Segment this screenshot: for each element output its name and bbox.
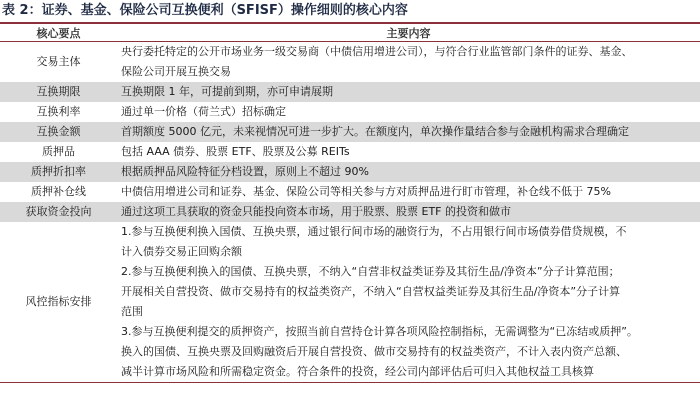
row-label: 获取资金投向 [0, 202, 117, 222]
table-row [0, 182, 700, 202]
row-content: 互换期限 1 年，可提前到期，亦可申请展期 [117, 82, 700, 102]
table-row [0, 102, 700, 122]
row-label: 交易主体 [0, 42, 117, 83]
content-line: 央行委托特定的公开市场业务一级交易商（中债信用增进公司），与符合行业监管部门条件的证券、基金、 [121, 45, 633, 58]
row-label: 质押品 [0, 142, 117, 162]
content-line: 范围 [121, 305, 143, 318]
row-label: 互换期限 [0, 82, 117, 102]
row-content: 包括 AAA 债券、股票 ETF、股票及公募 REITs [117, 142, 700, 162]
content-line: 保险公司开展互换交易 [121, 65, 231, 78]
content-line: 计入债券交易正回购余额 [121, 245, 242, 258]
row-label: 互换利率 [0, 102, 117, 122]
header-row [0, 24, 700, 42]
core-content-table [0, 24, 700, 383]
table-row [0, 42, 700, 83]
header-main-content: 主要内容 [117, 24, 700, 42]
row-label: 质押补仓线 [0, 182, 117, 202]
row-content: 首期额度 5000 亿元，未来视情况可进一步扩大。在额度内，单次操作量结合参与金融机构需求合理确定 [117, 122, 700, 142]
row-content [117, 42, 700, 83]
table-row [0, 82, 700, 102]
row-content [117, 222, 700, 383]
table-row [0, 142, 700, 162]
table-row [0, 202, 700, 222]
table-row [0, 162, 700, 182]
row-label: 互换金额 [0, 122, 117, 142]
content-line: 3.参与互换便利提交的质押资产，按照当前自营持仓计算各项风险控制指标，无需调整为“已冻结或质押”。 [121, 325, 638, 338]
content-line: 1.参与互换便利换入国债、互换央票，通过银行间市场的融资行为，不占用银行间市场债券借贷规模，不 [121, 225, 627, 238]
content-line: 2.参与互换便利换入的国债、互换央票，不纳入“自营非权益类证券及其衍生品/净资本”分子计算范围； [121, 265, 620, 278]
content-line: 换入的国债、互换央票及回购融资后开展自营投资、做市交易持有的权益类资产，不计入表内资产总额、 [121, 345, 627, 358]
content-line: 减半计算市场风险和所需稳定资金。符合条件的投资，经公司内部评估后可归入其他权益工具核算 [121, 365, 594, 378]
header-key-points: 核心要点 [0, 24, 117, 42]
table-row [0, 222, 700, 383]
row-label: 风控指标安排 [0, 222, 117, 383]
content-line: 开展相关自营投资、做市交易持有的权益类资产，不纳入“自营权益类证券及其衍生品/净资本”分子计算 [121, 285, 621, 298]
row-content: 中债信用增进公司和证券、基金、保险公司等相关参与方对质押品进行盯市管理，补仓线不低于 75% [117, 182, 700, 202]
table-title: 表 2：证券、基金、保险公司互换便利（SFISF）操作细则的核心内容 [2, 3, 408, 18]
row-content: 通过这项工具获取的资金只能投向资本市场，用于股票、股票 ETF 的投资和做市 [117, 202, 700, 222]
table-row [0, 122, 700, 142]
row-label: 质押折扣率 [0, 162, 117, 182]
row-content: 根据质押品风险特征分档设置，原则上不超过 90% [117, 162, 700, 182]
row-content: 通过单一价格（荷兰式）招标确定 [117, 102, 700, 122]
